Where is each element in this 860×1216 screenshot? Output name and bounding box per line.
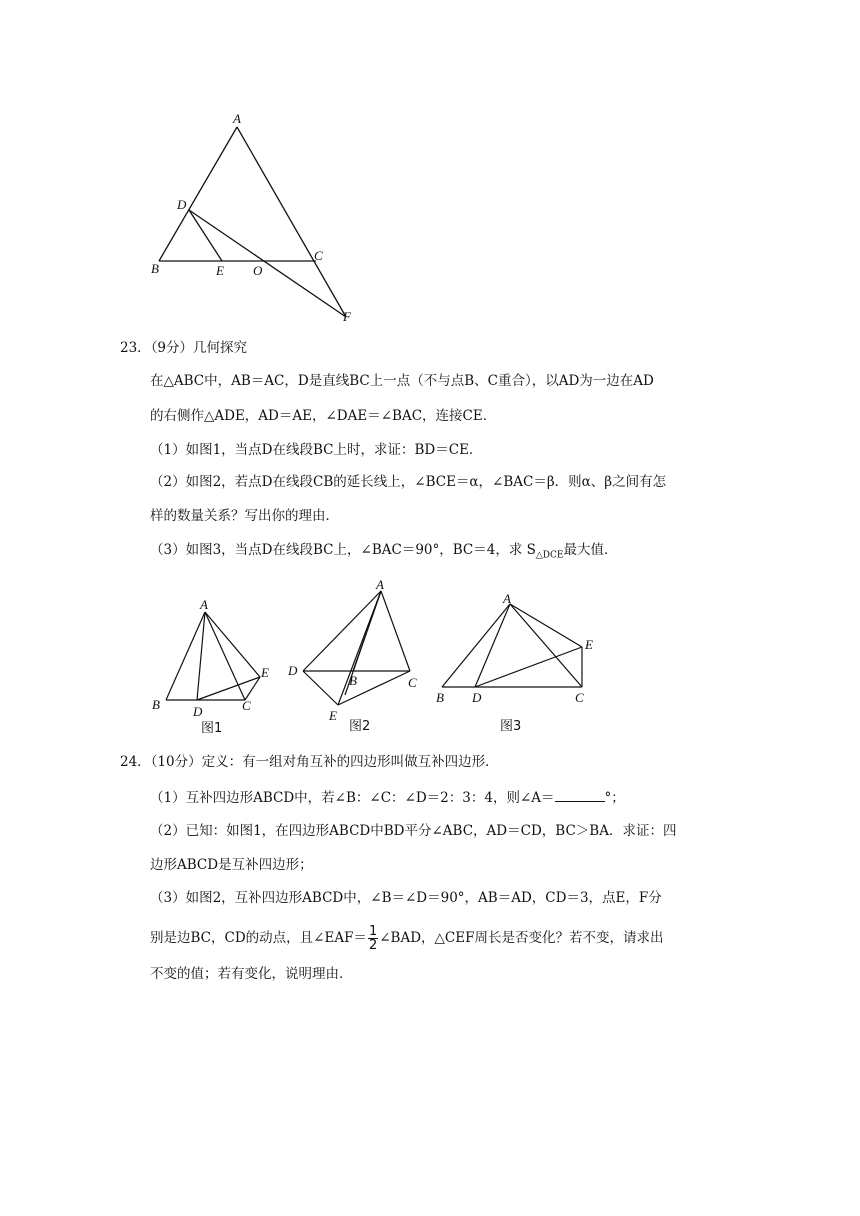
q23-figure-2 [283, 577, 433, 737]
answer-blank [555, 787, 605, 802]
q24-heading [120, 752, 499, 772]
fig2-label-c: C [408, 675, 417, 690]
q23-part2-line1: （2）如图2，若点D在线段CB的延长线上，∠BCE＝α，∠BAC＝β．则α、β之间有怎 [150, 474, 667, 490]
q23-figure-1 [148, 592, 283, 737]
fraction-numerator: 1 [368, 924, 378, 939]
q23-part1: （1）如图1，当点D在线段BC上时，求证：BD＝CE． [150, 442, 483, 458]
q23-intro-line1: 在△ABC中，AB＝AC，D是直线BC上一点（不与点B、C重合），以AD为一边在AD [150, 373, 654, 389]
top-triangle-figure [140, 105, 370, 330]
fig3-label-a: A [503, 591, 511, 606]
q24-part2-line2: 边形ABCD是互补四边形； [150, 857, 313, 873]
fig3-label-b: B [436, 690, 444, 705]
label-c: C [314, 248, 323, 263]
q23-area-subscript: △DCE [535, 550, 564, 561]
label-a: A [233, 111, 241, 126]
label-d: D [177, 197, 187, 212]
fig2-label-b: B [349, 673, 357, 688]
fig1-label-c: C [242, 698, 251, 713]
q24-part3-line3: 不变的值；若有变化，说明理由． [150, 966, 353, 982]
fig1-label-b: B [152, 697, 160, 712]
fig3-label-c: C [575, 690, 584, 705]
fig1-label-d: D [193, 704, 203, 719]
q23-part3 [150, 540, 617, 566]
q23-part3-text: （3）如图3，当点D在线段BC上，∠BAC＝90°，BC＝4，求 S [150, 542, 536, 558]
q24-part3-tail: ∠BAD，△CEF周长是否变化？若不变，请求出 [379, 930, 664, 946]
q24-part1 [150, 787, 625, 808]
fig1-caption: 图1 [201, 721, 223, 736]
label-b: B [151, 261, 159, 276]
fig1-label-e: E [261, 665, 269, 680]
one-half-fraction [368, 925, 378, 952]
label-o: O [253, 263, 263, 278]
q24-number: 24． [120, 754, 151, 770]
q23-intro-line2: 的右侧作△ADE，AD＝AE，∠DAE＝∠BAC，连接CE． [150, 408, 497, 424]
label-f: F [343, 309, 351, 324]
fig1-label-a: A [200, 597, 208, 612]
q23-figure-3 [430, 590, 605, 738]
q24-part3-text: 别是边BC，CD的动点，且∠EAF＝ [150, 930, 367, 946]
fig2-caption: 图2 [349, 719, 371, 734]
q23-number: 23． [120, 340, 151, 356]
fig3-label-d: D [472, 690, 482, 705]
q24-part2-line1: （2）已知：如图1，在四边形ABCD中BD平分∠ABC，AD＝CD，BC＞BA．求证：四 [150, 823, 677, 839]
q23-part3-tail: 最大值． [563, 542, 618, 558]
label-e: E [216, 263, 224, 278]
q23-part2-line2: 样的数量关系？写出你的理由． [150, 508, 339, 524]
q24-part3-line2 [150, 925, 663, 952]
q23-heading [120, 338, 247, 358]
q24-part3-line1: （3）如图2，互补四边形ABCD中，∠B＝∠D＝90°，AB＝AD，CD＝3，点E，F分 [150, 890, 662, 906]
q24-part1-text: （1）互补四边形ABCD中，若∠B：∠C：∠D＝2：3：4，则∠A＝ [150, 790, 555, 806]
fig3-caption: 图3 [500, 719, 522, 734]
q23-score: （9分）几何探究 [150, 340, 248, 356]
fraction-denominator: 2 [368, 938, 378, 953]
fig2-label-a: A [376, 577, 384, 592]
q24-definition: （10分）定义：有一组对角互补的四边形叫做互补四边形． [150, 754, 499, 770]
fig3-label-e: E [585, 637, 593, 652]
q24-part1-tail: °； [604, 790, 625, 806]
fig2-label-d: D [288, 663, 298, 678]
fig2-label-e: E [329, 708, 337, 723]
